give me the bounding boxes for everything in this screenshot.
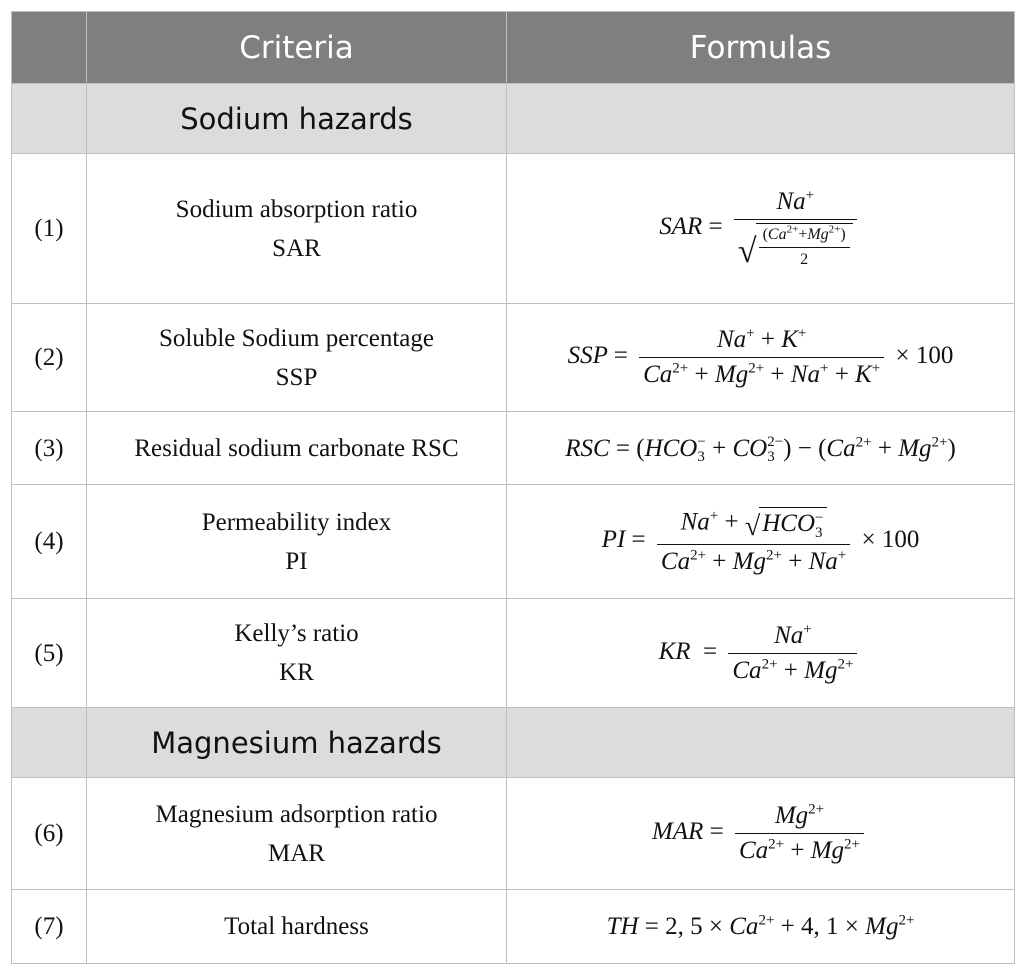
criteria-cell <box>87 599 507 708</box>
criteria-name: Total hardness <box>224 913 369 940</box>
row-number: (4) <box>12 485 87 599</box>
row-number: (1) <box>12 154 87 304</box>
table-row <box>12 154 1015 304</box>
section-title-magnesium: Magnesium hazards <box>87 708 507 778</box>
table-row <box>12 890 1015 964</box>
formula-mar: MAR = $\frac{Mg^{2+}}{Ca^{2+} + Mg^{2+}}$ <box>652 818 869 845</box>
table-row <box>12 485 1015 599</box>
section-row-magnesium <box>12 708 1015 778</box>
row-number: (3) <box>12 412 87 485</box>
criteria-name: Residual sodium carbonate RSC <box>134 434 459 462</box>
criteria-abbr: SSP <box>275 363 318 391</box>
formula-cell <box>507 154 1015 304</box>
criteria-abbr: MAR <box>268 839 325 867</box>
criteria-cell <box>87 412 507 485</box>
header-criteria: Criteria <box>87 12 507 84</box>
section-row-sodium <box>12 84 1015 154</box>
row-number: (5) <box>12 599 87 708</box>
criteria-abbr: PI <box>285 547 308 575</box>
criteria-name: Kelly’s ratio <box>234 620 359 647</box>
criteria-name: Magnesium adsorption ratio <box>155 800 438 828</box>
formula-cell <box>507 890 1015 964</box>
criteria-cell <box>87 485 507 599</box>
table-row <box>12 599 1015 708</box>
formula-cell <box>507 599 1015 708</box>
criteria-name: Sodium absorption ratio <box>175 195 418 223</box>
row-number: (6) <box>12 778 87 890</box>
section-title-sodium: Sodium hazards <box>87 84 507 154</box>
row-number: (7) <box>12 890 87 964</box>
formula-cell <box>507 485 1015 599</box>
criteria-cell <box>87 778 507 890</box>
formula-cell <box>507 304 1015 412</box>
table-row <box>12 304 1015 412</box>
formula-sar: SAR = Na+ √ $\frac{(Ca^{2+}+Mg^{2+})}{2}$ <box>659 213 861 240</box>
table-row <box>12 412 1015 485</box>
formulas-table <box>11 11 1015 964</box>
criteria-cell <box>87 304 507 412</box>
formula-th: TH = 2, $5 \times Ca^{2+} + 4$, $1 \times Mg^{2+}$ <box>606 912 915 940</box>
criteria-cell <box>87 154 507 304</box>
formula-kr: KR = $\frac{Na^+}{Ca^{2+} + Mg^{2+}}$ <box>659 638 863 665</box>
criteria-cell <box>87 890 507 964</box>
criteria-name: Soluble Sodium percentage <box>159 324 434 352</box>
header-row <box>12 12 1015 84</box>
criteria-abbr: KR <box>279 659 314 686</box>
table-row <box>12 778 1015 890</box>
criteria-name: Permeability index <box>201 508 392 536</box>
criteria-abbr: SAR <box>272 234 321 262</box>
row-number: (2) <box>12 304 87 412</box>
header-num <box>12 12 87 84</box>
formula-ssp: SSP = $\frac{Na^+ + K^+}{Ca^{2+} + Mg^{2+} + Na^+ + K^+}$ × 100 <box>567 325 954 388</box>
formula-pi: PI = Na+ + √ HCO − 3 $Ca^{2+} + Mg^{2+} + Na^+$ × 100 <box>601 508 920 575</box>
formula-cell <box>507 778 1015 890</box>
header-formulas: Formulas <box>507 12 1015 84</box>
formula-rsc: RSC = (HCO − 3 + CO 2− 3 ) − $(Ca^{2+} + Mg^{2+})$ <box>565 433 956 465</box>
formula-cell <box>507 412 1015 485</box>
